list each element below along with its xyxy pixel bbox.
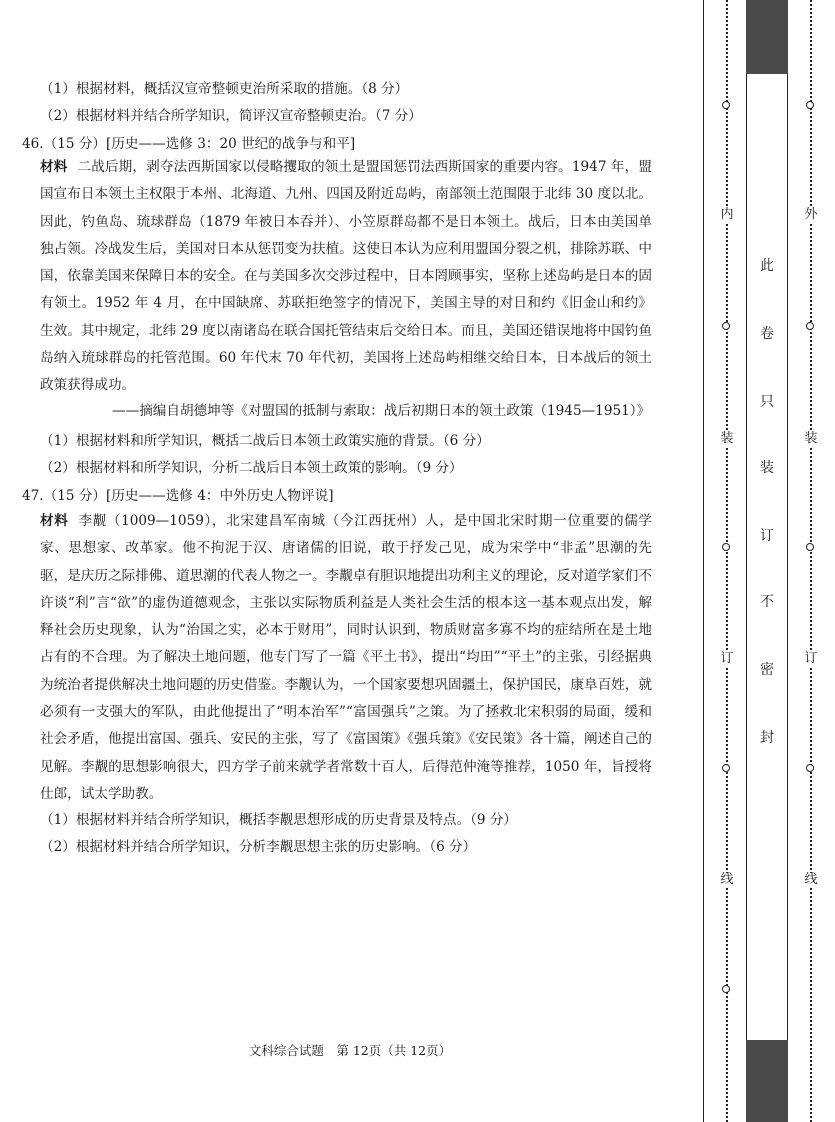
strip-char: 不 — [760, 594, 774, 610]
q46-material-label: 材料 — [40, 159, 68, 175]
strip-char: 此 — [760, 258, 774, 274]
binding-strip-top — [746, 0, 788, 74]
binding-hole-marker — [806, 101, 814, 109]
binding-hole-marker — [722, 543, 730, 551]
binding-border — [703, 0, 704, 1122]
q47-material — [40, 508, 652, 808]
inner-label-xian: 线 — [720, 872, 734, 887]
strip-char: 封 — [760, 730, 774, 746]
strip-char: 只 — [760, 394, 774, 410]
q46-material-text: 二战后期，剥夺法西斯国家以侵略攫取的领土是盟国惩罚法西斯国家的重要内容。1947 年，盟国宣布日本领土主权限于本州、北海道、九州、四国及附近岛屿，南部领土范围限于北纬 30 度以北。因此，钓鱼岛、琉球群岛（1879 年被日本吞并）、小笠原群岛都不是日本领土。战后，日本由美国单独占领。冷战发生后，美国对日本从惩罚变为扶植。这使日本认为应利用盟国分裂之机，排除苏联、中国，依靠美国来保障日本的安全。在与美国多次交涉过程中，日本罔顾事实，坚称上述岛屿是日本的固有领土。1952 年 4 月，在中国缺席、苏联拒绝签字的情况下，美国主导的对日和约《旧金山和约》生效。其中规定，北纬 29 度以南诸岛在联合国托管结束后交给日本。而且，美国还错误地将中国钓鱼岛纳入琉球群岛的托管范围。60 年代末 70 年代初，美国将上述岛屿相继交给日本，日本战后的领土政策获得成功。 — [40, 159, 652, 394]
q47-material-label: 材料 — [40, 513, 69, 529]
q46-material — [40, 154, 652, 400]
outer-dotted-line — [810, 0, 812, 1122]
q46-sub2: （2）根据材料和所学知识，分析二战后日本领土政策的影响。（9 分） — [40, 460, 463, 476]
q46-source: ——摘编自胡德坤等《对盟国的抵制与索取：战后初期日本的领土政策（1945—1951）》 — [112, 403, 651, 419]
binding-hole-marker — [722, 322, 730, 330]
strip-char: 密 — [760, 662, 774, 678]
outer-label-xian: 线 — [804, 872, 818, 887]
inner-label-nei: 内 — [720, 207, 734, 222]
binding-hole-marker — [806, 764, 814, 772]
binding-hole-marker — [806, 322, 814, 330]
binding-hole-marker — [722, 985, 730, 993]
q46-sub1: （1）根据材料和所学知识，概括二战后日本领土政策实施的背景。（6 分） — [40, 433, 490, 449]
q47-material-text: 李觏（1009—1059），北宋建昌军南城（今江西抚州）人，是中国北宋时期一位重要的儒学家、思想家、改革家。他不拘泥于汉、唐诸儒的旧说，敢于抒发己见，成为宋学中“非孟”思潮的先驱，是庆历之际排佛、道思潮的代表人物之一。李觏卓有胆识地提出功利主义的理论，反对道学家们不许谈“利”言“欲”的虚伪道德观念，主张以实际物质利益是人类社会生活的根本这一基本观点出发，解释社会历史现象，认为“治国之实，必本于财用”，同时认识到，物质财富多寡不均的症结所在是土地占有的不合理。为了解决土地问题，他专门写了一篇《平土书》，提出“均田”“平土”的主张，引经据典为统治者提供解决土地问题的历史借鉴。李觏认为，一个国家要想巩固疆土，保护国民，康阜百姓，就必须有一支强大的军队，由此他提出了“明本治军”“富国强兵”之策。为了拯救北宋积弱的局面，缓和社会矛盾，他提出富国、强兵、安民的主张，写了《富国策》《强兵策》《安民策》各十篇，阐述自己的见解。李觏的思想影响很大，四方学子前来就学者常数十百人，后得范仲淹等推荐，1050 年，旨授将仕郎，试太学助教。 — [40, 513, 653, 802]
binding-hole-marker — [722, 764, 730, 772]
q47-sub2: （2）根据材料并结合所学知识，分析李觏思想主张的历史影响。（6 分） — [40, 839, 477, 855]
page-footer: 文科综合试题 第 12页（共 12页） — [248, 1043, 452, 1058]
q47-heading: 47.（15 分）[历史——选修 4：中外历史人物评说] — [22, 488, 334, 504]
q45-sub2: （2）根据材料并结合所学知识，简评汉宣帝整顿吏治。（7 分） — [40, 108, 422, 124]
outer-label-ding: 订 — [804, 651, 818, 666]
outer-label-wai: 外 — [804, 207, 818, 222]
strip-char: 装 — [760, 460, 774, 476]
binding-strip — [746, 74, 788, 1040]
strip-char: 卷 — [760, 326, 774, 342]
binding-strip-bottom — [746, 1040, 788, 1122]
outer-label-zhuang: 装 — [804, 431, 818, 446]
binding-hole-marker — [722, 101, 730, 109]
inner-label-zhuang: 装 — [720, 431, 734, 446]
inner-dotted-line — [726, 0, 728, 1122]
binding-hole-marker — [806, 543, 814, 551]
strip-char: 订 — [760, 528, 774, 544]
q47-sub1: （1）根据材料并结合所学知识，概括李觏思想形成的历史背景及特点。（9 分） — [40, 812, 518, 828]
inner-label-ding: 订 — [720, 651, 734, 666]
q46-heading: 46.（15 分）[历史——选修 3：20 世纪的战争与和平] — [22, 136, 356, 152]
q45-sub1: （1）根据材料，概括汉宣帝整顿吏治所采取的措施。（8 分） — [40, 81, 409, 97]
